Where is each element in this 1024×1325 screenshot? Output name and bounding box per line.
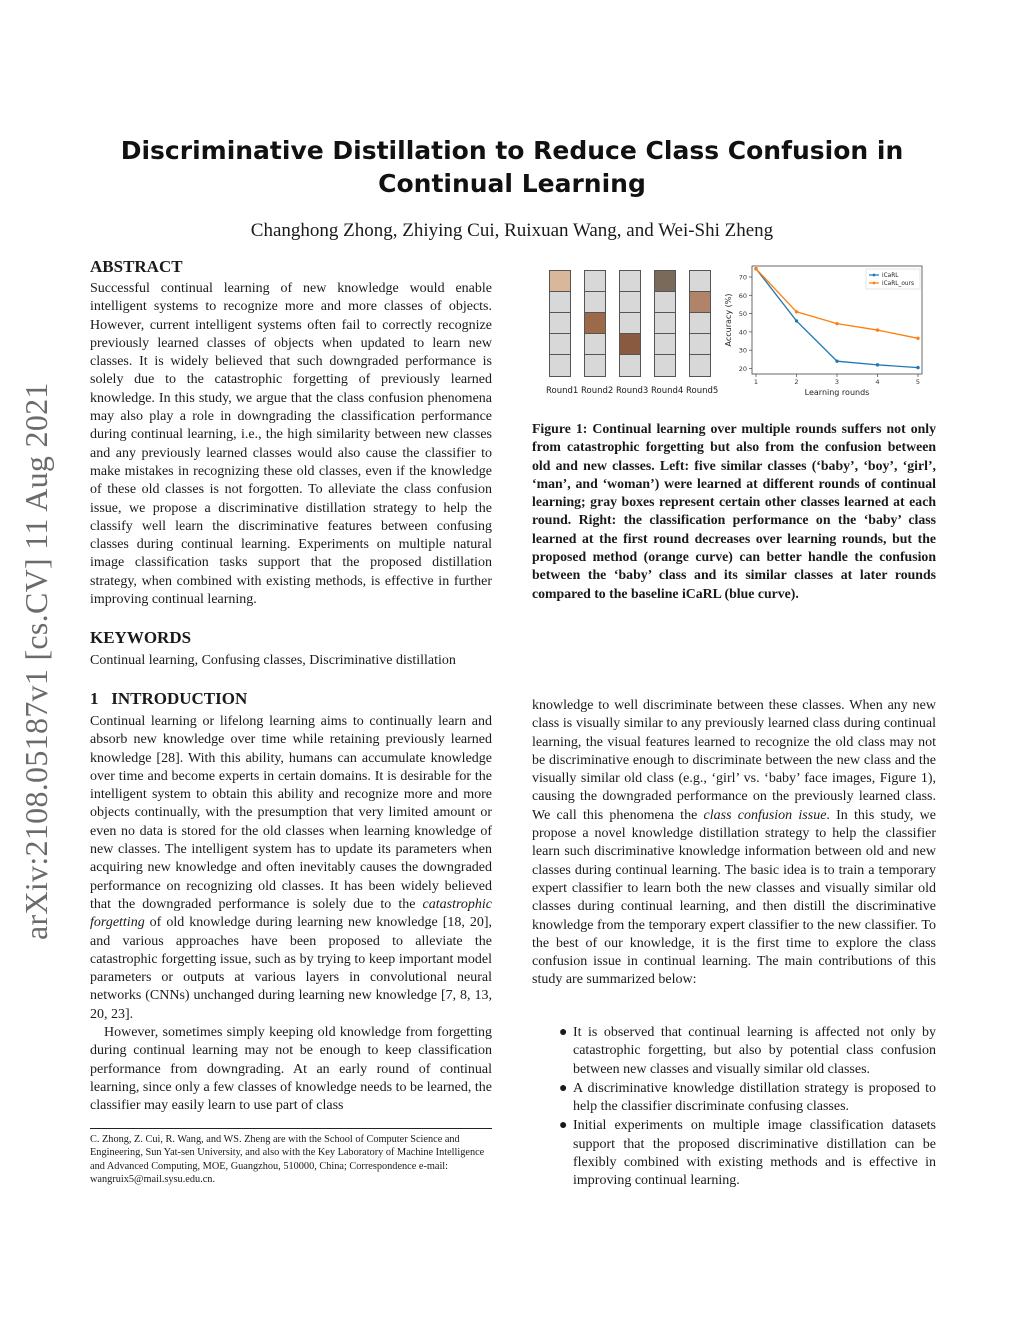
- y-tick-label: 20: [738, 365, 747, 374]
- accuracy-line-chart: [722, 262, 928, 398]
- keywords-heading: KEYWORDS: [90, 628, 192, 647]
- title-line-1: Discriminative Distillation to Reduce Class Confusion in: [120, 136, 904, 165]
- baby-face-image: [550, 271, 570, 292]
- legend-entry: iCaRL_ours: [882, 281, 914, 288]
- footnote-rule: [90, 1128, 492, 1129]
- round-label-4: Round4: [651, 386, 684, 396]
- bullet-icon: ●: [559, 1118, 568, 1134]
- bullet-icon: ●: [559, 1080, 568, 1096]
- round-label-3: Round3: [616, 386, 649, 396]
- x-tick-label: 3: [834, 378, 840, 386]
- round-label-5: Round5: [686, 386, 719, 396]
- contribution-text: Initial experiments on multiple image classification datasets support that the proposed discriminative distillation can be flexibly combined with existing methods and is effective in improving continual learning.: [573, 1118, 936, 1189]
- contribution-text: It is observed that continual learning is affected not only by catastrophic forgetting, but also by potential class confusion between new classes and visually similar old classes.: [573, 1025, 936, 1077]
- y-tick-label: 30: [738, 346, 747, 355]
- paper-title: [0, 134, 1024, 200]
- author-list: Changhong Zhong, Zhiying Cui, Ruixuan Wang, and Wei-Shi Zheng: [250, 220, 774, 241]
- arxiv-stamp: [2, 382, 62, 940]
- y-tick-label: 50: [738, 310, 747, 319]
- figure-1-left-panel: [546, 268, 719, 398]
- y-tick-label: 70: [738, 273, 747, 282]
- introduction-heading: 1 INTRODUCTION: [90, 689, 248, 708]
- data-point: [916, 337, 919, 340]
- title-line-2: Continual Learning: [378, 169, 646, 198]
- girl-face-image: [620, 334, 640, 355]
- woman-face-image: [690, 292, 710, 313]
- right-p1-emphasis: class confusion issue: [703, 807, 827, 823]
- y-axis-label: Accuracy (%): [724, 293, 733, 347]
- x-axis-label: Learning rounds: [804, 388, 870, 397]
- round-label-1: Round1: [546, 386, 579, 396]
- round2-column: [584, 270, 606, 377]
- round-label-2: Round2: [581, 386, 614, 396]
- round1-column: [549, 270, 571, 377]
- data-point: [876, 363, 879, 366]
- abstract-heading: ABSTRACT: [90, 257, 183, 276]
- contribution-item: [532, 1080, 936, 1117]
- right-paragraph-1: [532, 697, 936, 990]
- data-point: [916, 366, 919, 369]
- right-p1-part-b: . In this study, we propose a novel knowledge distillation strategy to help the classifier learn such discriminative knowledge information between old and new classes during continual learning. The basic idea is to train a temporary expert classifier to learn both the new classes and visually similar old classes during continual learning, and then distill the discriminative knowledge from the temporary expert classifier to the new classifier. To the best of our knowledge, it is the first time to explore the class confusion issue in continual learning. The main contributions of this study are summarized below:: [532, 807, 936, 988]
- figure-1-caption: Figure 1: Continual learning over multiple rounds suffers not only from catastrophic forgetting but also from the confusion between old and new classes. Left: five similar classes (‘baby’, ‘boy’, ‘girl’, ‘man’, and ‘woman’) were learned at different rounds of continual learning; gray boxes represent certain other classes learned at each round. Right: the classification performance on the ‘baby’ class learned at the first round decreases over learning rounds, but the proposed method (orange curve) can better handle the confusion between the ‘baby’ class and its similar classes at later rounds compared to the baseline iCaRL (blue curve).: [532, 421, 936, 601]
- data-point: [754, 267, 757, 270]
- contributions-list: [532, 1024, 936, 1192]
- data-point: [835, 322, 838, 325]
- round3-column: [619, 270, 641, 377]
- footnote: C. Zhong, Z. Cui, R. Wang, and WS. Zheng are with the School of Computer Science and Engineering, Sun Yat-sen University, and also with the Key Laboratory of Machine Intelligence and Advanced Computing, MOE, Guangzhou, 510000, China; Correspondence e-mail: wangruix5@mail.sysu.edu.cn.: [90, 1134, 485, 1185]
- bullet-icon: ●: [559, 1025, 568, 1040]
- x-tick-label: 1: [753, 378, 759, 386]
- legend-marker: [873, 282, 876, 285]
- x-tick-label: 5: [915, 378, 921, 386]
- y-tick-label: 60: [738, 291, 747, 300]
- intro-paragraph-2: However, sometimes simply keeping old knowledge from forgetting during continual learning may not be enough to keep classification performance from downgrading. At an early round of continual learning, since only a few classes of knowledge needs to be learned, the classifier may easily learn to use part of class: [90, 1025, 492, 1114]
- man-face-image: [655, 271, 675, 292]
- boy-face-image: [585, 313, 605, 334]
- round5-column: [689, 270, 711, 377]
- data-point: [876, 328, 879, 331]
- right-p1-part-a: knowledge to well discriminate between these classes. When any new class is visually similar to any previously learned class during continual learning, the visual features learned to recognize the old class may not be discriminative enough to discriminate between the new class and the visually similar old class (e.g., ‘girl’ vs. ‘baby’ face images, Figure 1), causing the downgraded performance on the previously learned class. We call this phenomena the: [532, 698, 936, 823]
- x-tick-label: 4: [875, 378, 880, 386]
- x-tick-label: 2: [794, 378, 799, 386]
- intro-paragraph-1: [90, 713, 492, 1024]
- intro-p1-part-b: of old knowledge during learning new knowledge [18, 20], and various approaches have been proposed to alleviate the catastrophic forgetting issue, such as by trying to keep important model parameters or outputs at various layers in convolutional neural networks (CNNs) unchanged during learning new knowledge [7, 8, 13, 20, 23].: [90, 915, 492, 1022]
- legend-marker: [873, 274, 876, 277]
- round4-column: [654, 270, 676, 377]
- data-point: [795, 310, 798, 313]
- arxiv-id: arXiv:2108.05187v1 [cs.CV] 11 Aug 2021: [18, 382, 54, 940]
- intro-p1-emphasis: catastrophic forgetting: [90, 896, 492, 931]
- data-point: [835, 359, 838, 362]
- intro-p1-part-a: Continual learning or lifelong learning aims to continually learn and absorb new knowledge over time while retaining previously learned knowledge [28]. With this ability, humans can accumulate knowledge over time and become experts in certain domains. It is desirable for the intelligent system to obtain this ability and recognize more and more objects continually, with the presumption that very limited amount or even no data is stored for the old classes when learning knowledge of new classes. The intelligent system has to update its parameters when acquiring new knowledge and often inevitably causes the downgraded performance on recognizing old classes. It has been widely believed that the downgraded performance is solely due to the: [90, 714, 492, 912]
- y-tick-label: 40: [738, 328, 747, 337]
- keywords-text: Continual learning, Confusing classes, Discriminative distillation: [90, 653, 456, 668]
- data-point: [795, 319, 798, 322]
- abstract-text: Successful continual learning of new knowledge would enable intelligent systems to recognize more and more classes of objects. However, current intelligent systems often fail to correctly recognize previously learned classes of objects when updated to learn new classes. It is widely believed that such downgraded performance is solely due to the catastrophic forgetting of previously learned knowledge. In this study, we argue that the class confusion phenomena may also play a role in downgrading the classification performance during continual learning, i.e., the high similarity between new classes and any previously learned classes would also cause the classifier to make mistakes in recognizing these old classes, even if the knowledge of these old classes is not forgotten. To alleviate the class confusion issue, we propose a discriminative distillation strategy to help the classify well learn the discriminative features between confusing classes during continual learning. Experiments on multiple natural image classification tasks support that the proposed distillation strategy, when combined with existing methods, is effective in further improving continual learning.: [90, 281, 492, 608]
- contribution-item: [532, 1117, 936, 1190]
- legend-entry: iCaRL: [882, 273, 899, 280]
- contribution-item: [532, 1024, 936, 1079]
- contribution-text: A discriminative knowledge distillation strategy is proposed to help the classifier discriminate confusing classes.: [573, 1080, 936, 1115]
